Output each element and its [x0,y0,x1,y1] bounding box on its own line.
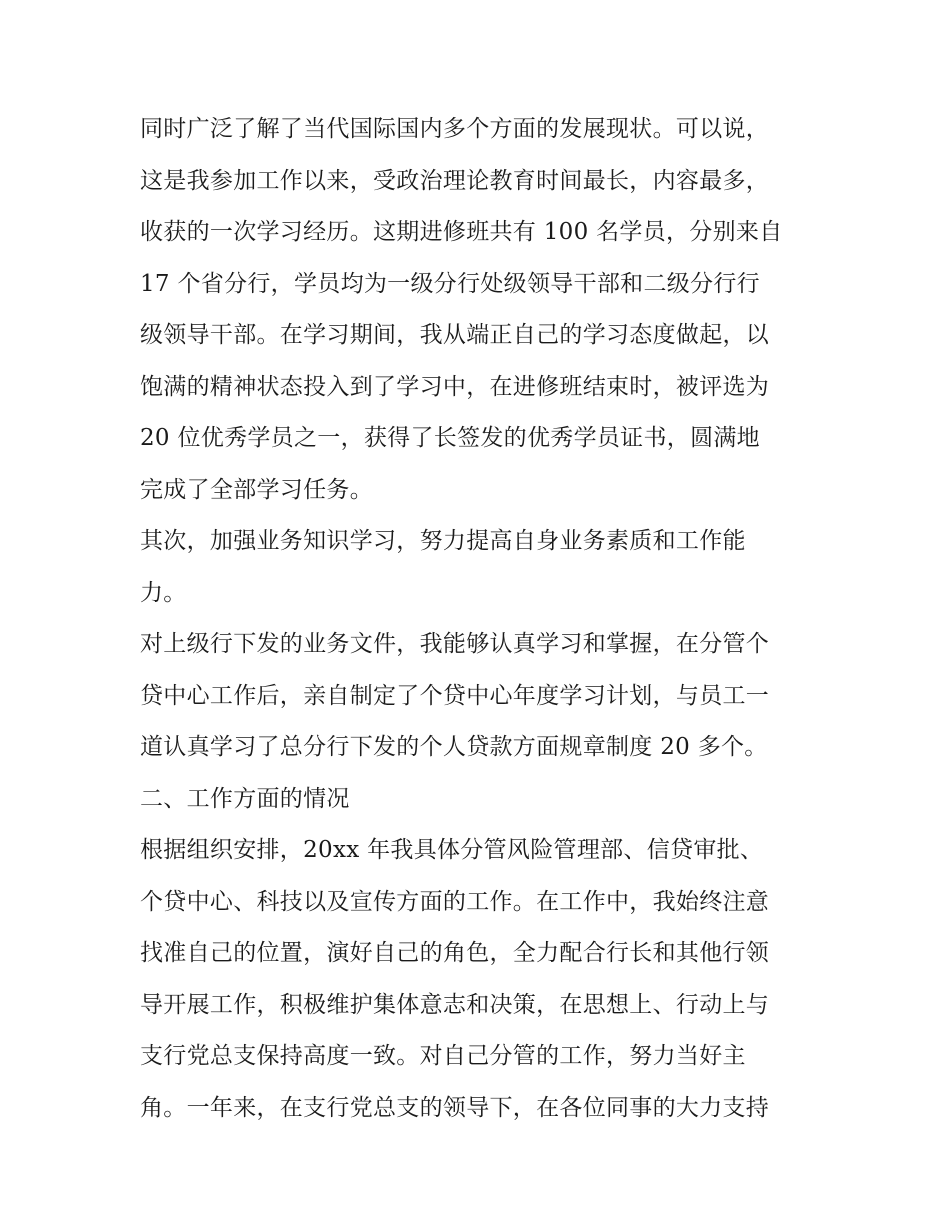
text-line-12: 贷中心工作后，亲自制定了个贷中心年度学习计划，与员工一 [140,682,770,709]
text-line-2: 这是我参加工作以来，受政治理论教育时间最长，内容最多， [140,167,770,194]
text-line-19: 支行党总支保持高度一致。对自己分管的工作，努力当好主 [140,1043,746,1069]
text-line-20: 角。一年来，在支行党总支的领导下，在各位同事的大力支持 [140,1094,770,1121]
text-line-4: 17 个省分行，学员均为一级分行处级领导干部和二级分行行 [140,270,760,297]
text-line-9: 其次，加强业务知识学习，努力提高自身业务素质和工作能 [140,528,746,554]
text-line-18: 导开展工作，积极维护集体意志和决策，在思想上、行动上与 [140,991,770,1018]
text-line-10: 力。 [140,579,187,606]
text-line-3: 收获的一次学习经历。这期进修班共有 100 名学员，分别来自 [140,219,783,245]
text-line-7: 20 位优秀学员之一，获得了长签发的优秀学员证书，圆满地 [140,425,760,451]
text-line-16: 个贷中心、科技以及宣传方面的工作。在工作中，我始终注意 [140,888,770,915]
text-line-13: 道认真学习了总分行下发的个人贷款方面规章制度 20 多个。 [140,734,768,760]
text-line-8: 完成了全部学习任务。 [140,476,373,503]
text-line-11: 对上级行下发的业务文件，我能够认真学习和掌握，在分管个 [140,631,770,657]
text-line-15: 根据组织安排，20xx 年我具体分管风险管理部、信贷审批、 [140,837,764,863]
document-body [140,104,820,1134]
text-line-5: 级领导干部。在学习期间，我从端正自己的学习态度做起，以 [140,322,770,348]
section-heading: 二、工作方面的情况 [140,785,350,812]
text-line-17: 找准自己的位置，演好自己的角色，全力配合行长和其他行领 [140,940,770,966]
text-line-6: 饱满的精神状态投入到了学习中，在进修班结束时，被评选为 [140,373,770,400]
text-line-1: 同时广泛了解了当代国际国内多个方面的发展现状。可以说， [140,116,770,142]
